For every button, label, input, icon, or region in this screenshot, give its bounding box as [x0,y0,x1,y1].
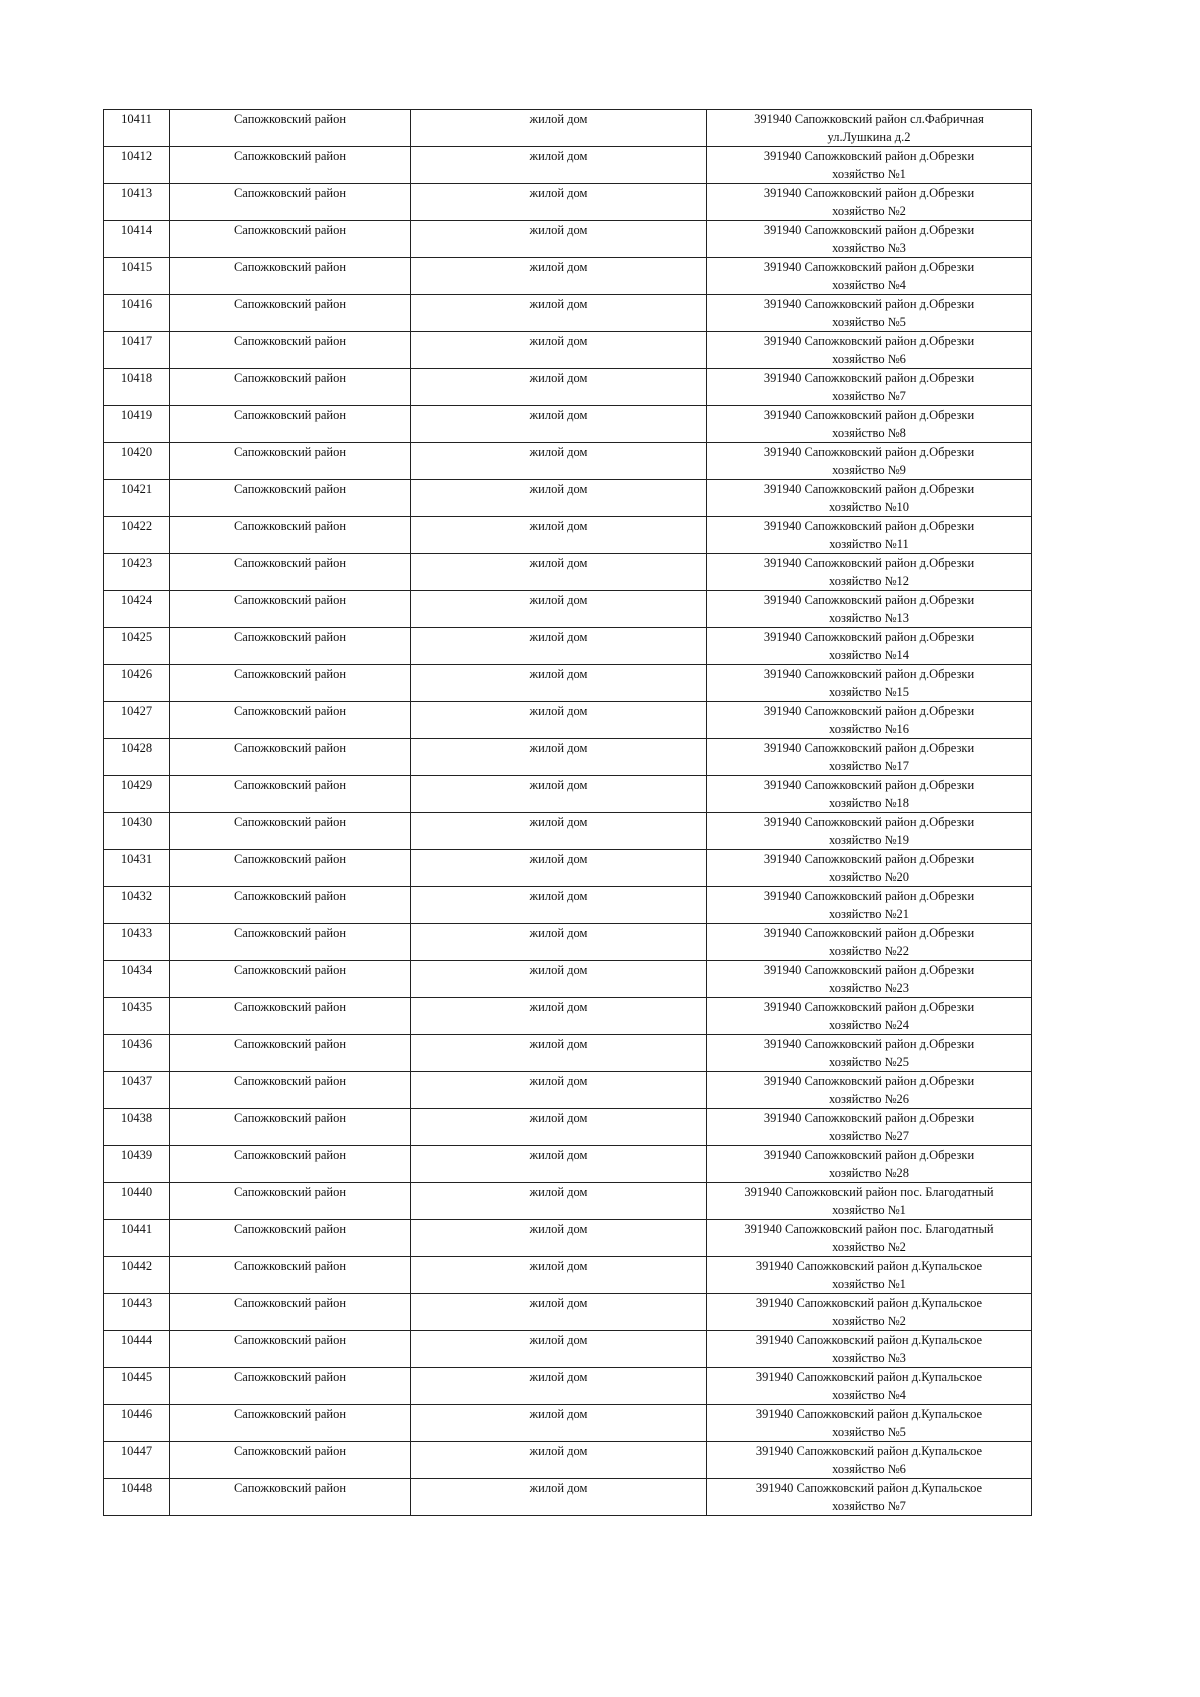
row-number: 10440 [104,1183,170,1220]
district-cell: Сапожковский район [170,1146,411,1183]
address-cell [707,1368,1032,1405]
row-number: 10415 [104,258,170,295]
address-line-2: хозяйство №6 [832,352,906,366]
address-line-1: 391940 Сапожковский район д.Обрезки [763,889,975,903]
table-row [104,147,1032,184]
address-line-2: хозяйство №22 [828,944,910,958]
district-cell: Сапожковский район [170,850,411,887]
district-cell: Сапожковский район [170,1109,411,1146]
district-cell: Сапожковский район [170,1294,411,1331]
table-row [104,591,1032,628]
address-line-1: 391940 Сапожковский район д.Обрезки [763,815,975,829]
table-row [104,443,1032,480]
district-cell: Сапожковский район [170,776,411,813]
district-cell: Сапожковский район [170,998,411,1035]
address-cell [707,1257,1032,1294]
address-line-1: 391940 Сапожковский район пос. Благодатный [744,1222,994,1236]
district-cell: Сапожковский район [170,406,411,443]
table-row [104,813,1032,850]
address-line-2: хозяйство №2 [832,204,906,218]
object-type-cell: жилой дом [411,776,707,813]
address-cell [707,110,1032,147]
address-line-2: хозяйство №21 [828,907,910,921]
address-line-2: хозяйство №1 [832,167,906,181]
address-line-2: хозяйство №1 [832,1203,906,1217]
district-cell: Сапожковский район [170,813,411,850]
address-line-1: 391940 Сапожковский район д.Обрезки [763,186,975,200]
row-number: 10419 [104,406,170,443]
address-line-1: 391940 Сапожковский район д.Обрезки [763,482,975,496]
address-line-1: 391940 Сапожковский район д.Купальское [755,1481,983,1495]
table-row [104,1109,1032,1146]
object-type-cell: жилой дом [411,221,707,258]
address-line-1: 391940 Сапожковский район д.Обрезки [763,334,975,348]
table-row [104,295,1032,332]
row-number: 10437 [104,1072,170,1109]
address-line-1: 391940 Сапожковский район д.Обрезки [763,1074,975,1088]
table-row [104,1294,1032,1331]
table-row [104,1405,1032,1442]
row-number: 10441 [104,1220,170,1257]
table-row [104,369,1032,406]
object-type-cell: жилой дом [411,295,707,332]
address-cell [707,1035,1032,1072]
district-cell: Сапожковский район [170,147,411,184]
row-number: 10430 [104,813,170,850]
address-cell [707,739,1032,776]
table-row [104,1479,1032,1516]
object-type-cell: жилой дом [411,406,707,443]
address-line-2: хозяйство №10 [828,500,910,514]
district-cell: Сапожковский район [170,332,411,369]
object-type-cell: жилой дом [411,739,707,776]
object-type-cell: жилой дом [411,1220,707,1257]
row-number: 10416 [104,295,170,332]
row-number: 10434 [104,961,170,998]
address-line-2: хозяйство №12 [828,574,910,588]
row-number: 10411 [104,110,170,147]
object-type-cell: жилой дом [411,1072,707,1109]
object-type-cell: жилой дом [411,702,707,739]
address-cell [707,924,1032,961]
address-line-1: 391940 Сапожковский район д.Обрезки [763,704,975,718]
table-row [104,1257,1032,1294]
row-number: 10412 [104,147,170,184]
address-cell [707,1479,1032,1516]
object-type-cell: жилой дом [411,258,707,295]
table-row [104,406,1032,443]
row-number: 10445 [104,1368,170,1405]
address-line-2: хозяйство №26 [828,1092,910,1106]
address-cell [707,1442,1032,1479]
district-cell: Сапожковский район [170,1331,411,1368]
address-line-1: 391940 Сапожковский район д.Обрезки [763,223,975,237]
district-cell: Сапожковский район [170,369,411,406]
address-line-1: 391940 Сапожковский район д.Купальское [755,1333,983,1347]
object-type-cell: жилой дом [411,850,707,887]
address-line-1: 391940 Сапожковский район д.Обрезки [763,1148,975,1162]
address-line-1: 391940 Сапожковский район д.Обрезки [763,371,975,385]
address-line-2: хозяйство №8 [832,426,906,440]
district-cell: Сапожковский район [170,1405,411,1442]
district-cell: Сапожковский район [170,1035,411,1072]
table-row [104,776,1032,813]
address-line-2: хозяйство №4 [832,278,906,292]
address-line-2: хозяйство №25 [828,1055,910,1069]
object-type-cell: жилой дом [411,184,707,221]
address-line-2: хозяйство №28 [828,1166,910,1180]
address-line-1: 391940 Сапожковский район д.Обрезки [763,852,975,866]
district-cell: Сапожковский район [170,480,411,517]
table-row [104,1442,1032,1479]
row-number: 10439 [104,1146,170,1183]
address-line-1: 391940 Сапожковский район сл.Фабричная [754,112,984,126]
address-cell [707,221,1032,258]
row-number: 10448 [104,1479,170,1516]
district-cell: Сапожковский район [170,517,411,554]
address-line-1: 391940 Сапожковский район д.Купальское [755,1407,983,1421]
object-type-cell: жилой дом [411,147,707,184]
row-number: 10431 [104,850,170,887]
object-type-cell: жилой дом [411,1368,707,1405]
object-type-cell: жилой дом [411,887,707,924]
address-line-2: хозяйство №7 [832,1499,906,1513]
row-number: 10442 [104,1257,170,1294]
address-line-2: хозяйство №17 [828,759,910,773]
registry-body [104,110,1032,1516]
address-line-1: 391940 Сапожковский район д.Обрезки [763,297,975,311]
district-cell: Сапожковский район [170,665,411,702]
address-line-2: хозяйство №19 [828,833,910,847]
row-number: 10427 [104,702,170,739]
address-line-2: хозяйство №9 [832,463,906,477]
table-row [104,850,1032,887]
object-type-cell: жилой дом [411,813,707,850]
address-line-2: хозяйство №3 [832,1351,906,1365]
address-line-2: хозяйство №5 [832,1425,906,1439]
address-line-1: 391940 Сапожковский район д.Обрезки [763,630,975,644]
table-row [104,998,1032,1035]
district-cell: Сапожковский район [170,1183,411,1220]
address-line-2: хозяйство №18 [828,796,910,810]
address-cell [707,295,1032,332]
address-cell [707,1331,1032,1368]
address-cell [707,1072,1032,1109]
district-cell: Сапожковский район [170,739,411,776]
address-cell [707,665,1032,702]
row-number: 10443 [104,1294,170,1331]
address-line-2: хозяйство №27 [828,1129,910,1143]
object-type-cell: жилой дом [411,1146,707,1183]
address-line-2: хозяйство №23 [828,981,910,995]
address-line-1: 391940 Сапожковский район д.Обрезки [763,408,975,422]
table-row [104,887,1032,924]
object-type-cell: жилой дом [411,591,707,628]
object-type-cell: жилой дом [411,961,707,998]
address-line-1: 391940 Сапожковский район д.Обрезки [763,963,975,977]
address-line-2: хозяйство №13 [828,611,910,625]
row-number: 10422 [104,517,170,554]
district-cell: Сапожковский район [170,443,411,480]
address-cell [707,184,1032,221]
object-type-cell: жилой дом [411,554,707,591]
object-type-cell: жилой дом [411,1109,707,1146]
table-row [104,1035,1032,1072]
object-type-cell: жилой дом [411,665,707,702]
address-cell [707,1220,1032,1257]
address-line-2: хозяйство №7 [832,389,906,403]
address-cell [707,628,1032,665]
object-type-cell: жилой дом [411,1257,707,1294]
row-number: 10428 [104,739,170,776]
row-number: 10421 [104,480,170,517]
address-line-1: 391940 Сапожковский район д.Обрезки [763,556,975,570]
row-number: 10429 [104,776,170,813]
row-number: 10438 [104,1109,170,1146]
row-number: 10414 [104,221,170,258]
table-row [104,961,1032,998]
address-line-2: хозяйство №16 [828,722,910,736]
object-type-cell: жилой дом [411,480,707,517]
row-number: 10447 [104,1442,170,1479]
address-cell [707,591,1032,628]
address-line-1: 391940 Сапожковский район д.Обрезки [763,1000,975,1014]
object-type-cell: жилой дом [411,924,707,961]
table-row [104,1146,1032,1183]
table-row [104,1220,1032,1257]
address-line-2: хозяйство №14 [828,648,910,662]
address-cell [707,1294,1032,1331]
address-line-2: хозяйство №2 [832,1240,906,1254]
address-cell [707,554,1032,591]
address-cell [707,961,1032,998]
address-line-1: 391940 Сапожковский район д.Обрезки [763,1037,975,1051]
table-row [104,739,1032,776]
row-number: 10418 [104,369,170,406]
address-cell [707,813,1032,850]
object-type-cell: жилой дом [411,628,707,665]
district-cell: Сапожковский район [170,591,411,628]
row-number: 10446 [104,1405,170,1442]
object-type-cell: жилой дом [411,998,707,1035]
address-cell [707,998,1032,1035]
object-type-cell: жилой дом [411,1331,707,1368]
address-line-1: 391940 Сапожковский район д.Купальское [755,1259,983,1273]
address-line-2: хозяйство №6 [832,1462,906,1476]
district-cell: Сапожковский район [170,887,411,924]
address-line-1: 391940 Сапожковский район д.Купальское [755,1370,983,1384]
row-number: 10420 [104,443,170,480]
table-row [104,221,1032,258]
address-cell [707,702,1032,739]
table-row [104,258,1032,295]
district-cell: Сапожковский район [170,110,411,147]
address-cell [707,480,1032,517]
table-row [104,332,1032,369]
object-type-cell: жилой дом [411,443,707,480]
address-line-2: хозяйство №1 [832,1277,906,1291]
table-row [104,1368,1032,1405]
row-number: 10444 [104,1331,170,1368]
row-number: 10435 [104,998,170,1035]
address-cell [707,1146,1032,1183]
object-type-cell: жилой дом [411,332,707,369]
table-row [104,702,1032,739]
district-cell: Сапожковский район [170,258,411,295]
object-type-cell: жилой дом [411,1405,707,1442]
table-row [104,665,1032,702]
address-line-2: ул.Лушкина д.2 [827,130,911,144]
district-cell: Сапожковский район [170,961,411,998]
district-cell: Сапожковский район [170,1257,411,1294]
address-line-1: 391940 Сапожковский район д.Обрезки [763,519,975,533]
address-cell [707,887,1032,924]
address-line-2: хозяйство №15 [828,685,910,699]
table-row [104,1331,1032,1368]
address-line-1: 391940 Сапожковский район д.Обрезки [763,260,975,274]
address-line-2: хозяйство №24 [828,1018,910,1032]
object-type-cell: жилой дом [411,1442,707,1479]
address-line-2: хозяйство №20 [828,870,910,884]
table-row [104,628,1032,665]
object-type-cell: жилой дом [411,1183,707,1220]
table-row [104,1183,1032,1220]
district-cell: Сапожковский район [170,628,411,665]
row-number: 10424 [104,591,170,628]
district-cell: Сапожковский район [170,295,411,332]
district-cell: Сапожковский район [170,554,411,591]
object-type-cell: жилой дом [411,1479,707,1516]
table-row [104,1072,1032,1109]
object-type-cell: жилой дом [411,1035,707,1072]
object-type-cell: жилой дом [411,369,707,406]
address-line-1: 391940 Сапожковский район д.Купальское [755,1296,983,1310]
district-cell: Сапожковский район [170,1479,411,1516]
address-line-1: 391940 Сапожковский район д.Обрезки [763,926,975,940]
district-cell: Сапожковский район [170,924,411,961]
object-type-cell: жилой дом [411,110,707,147]
registry-table [103,109,1032,1516]
address-cell [707,443,1032,480]
object-type-cell: жилой дом [411,1294,707,1331]
address-line-1: 391940 Сапожковский район д.Обрезки [763,445,975,459]
table-row [104,480,1032,517]
table-row [104,924,1032,961]
row-number: 10413 [104,184,170,221]
district-cell: Сапожковский район [170,1220,411,1257]
row-number: 10436 [104,1035,170,1072]
table-row [104,184,1032,221]
row-number: 10423 [104,554,170,591]
address-line-1: 391940 Сапожковский район д.Обрезки [763,593,975,607]
row-number: 10432 [104,887,170,924]
district-cell: Сапожковский район [170,221,411,258]
district-cell: Сапожковский район [170,1442,411,1479]
address-line-2: хозяйство №5 [832,315,906,329]
address-line-2: хозяйство №3 [832,241,906,255]
address-line-1: 391940 Сапожковский район д.Обрезки [763,778,975,792]
row-number: 10426 [104,665,170,702]
table-row [104,517,1032,554]
district-cell: Сапожковский район [170,702,411,739]
row-number: 10417 [104,332,170,369]
table-row [104,110,1032,147]
address-cell [707,776,1032,813]
address-cell [707,258,1032,295]
address-cell [707,517,1032,554]
address-cell [707,369,1032,406]
address-line-2: хозяйство №11 [829,537,909,551]
address-line-2: хозяйство №4 [832,1388,906,1402]
address-line-2: хозяйство №2 [832,1314,906,1328]
address-line-1: 391940 Сапожковский район д.Обрезки [763,667,975,681]
table-row [104,554,1032,591]
object-type-cell: жилой дом [411,517,707,554]
address-cell [707,147,1032,184]
row-number: 10425 [104,628,170,665]
row-number: 10433 [104,924,170,961]
district-cell: Сапожковский район [170,1368,411,1405]
address-cell [707,1183,1032,1220]
address-cell [707,850,1032,887]
address-line-1: 391940 Сапожковский район пос. Благодатный [744,1185,994,1199]
district-cell: Сапожковский район [170,1072,411,1109]
address-line-1: 391940 Сапожковский район д.Обрезки [763,1111,975,1125]
address-line-1: 391940 Сапожковский район д.Обрезки [763,149,975,163]
district-cell: Сапожковский район [170,184,411,221]
address-cell [707,1109,1032,1146]
address-line-1: 391940 Сапожковский район д.Купальское [755,1444,983,1458]
address-cell [707,1405,1032,1442]
address-cell [707,332,1032,369]
address-cell [707,406,1032,443]
address-line-1: 391940 Сапожковский район д.Обрезки [763,741,975,755]
